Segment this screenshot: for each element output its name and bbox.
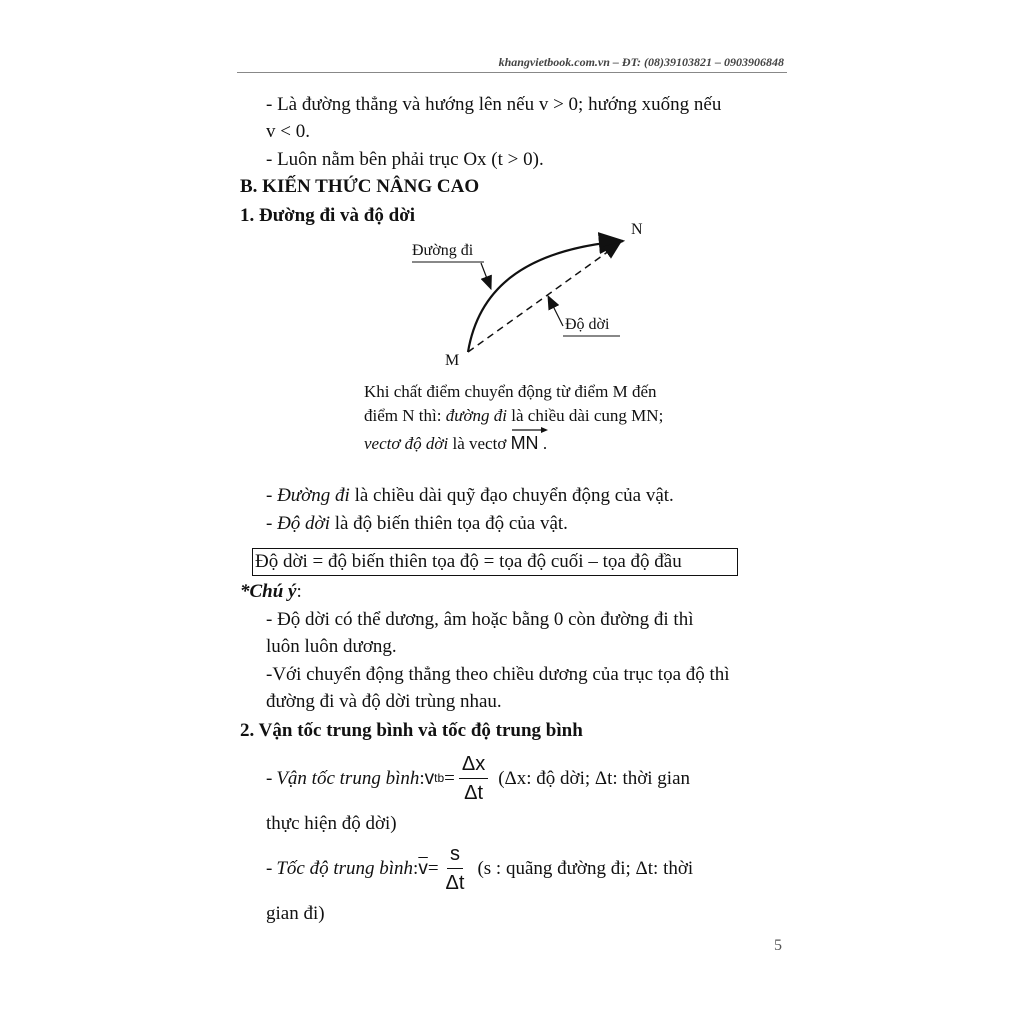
note-item-2-cont: đường đi và độ dời trùng nhau.	[266, 691, 502, 712]
vector-arrow-icon	[511, 426, 549, 434]
velocity-fraction: $\frac{\Delta x}{\Delta t}$	[459, 752, 488, 805]
avg-speed-formula: - Tốc độ trung bình : $\overline{v}$ = $\frac{s}{\Delta t}$ (s : quãng đường đi; Δt: thời	[266, 842, 694, 894]
page-header-text: khangvietbook.com.vn – ĐT: (08)39103821 – 0903906848	[498, 55, 784, 69]
displacement-formula-box: Độ dời = độ biến thiên tọa độ = tọa độ cuối – tọa độ đầu	[252, 548, 738, 576]
note-item-2: -Với chuyển động thẳng theo chiều dương của trục tọa độ thì	[266, 664, 730, 685]
avg-velocity-formula: - Vận tốc trung bình : v tb = $\frac{\Delta x}{\Delta t}$ (Δx: độ dời; Δt: thời gian	[266, 752, 691, 804]
note-item-1-cont: luôn luôn dương.	[266, 636, 397, 657]
note-item-1: - Độ dời có thể dương, âm hoặc bằng 0 còn đường đi thì	[266, 609, 694, 630]
figure-caption-line-2: điểm N thì: đường đi là chiều dài cung MN;	[364, 406, 664, 425]
subsection-2-title: 2. Vận tốc trung bình và tốc độ trung bình	[240, 720, 583, 741]
intro-item-1: - Là đường thẳng và hướng lên nếu v > 0; hướng xuống nếu	[266, 94, 722, 115]
section-b-title: B. KIẾN THỨC NÂNG CAO	[240, 176, 480, 197]
definition-path: - Đường đi là chiều dài quỹ đạo chuyển động của vật.	[266, 485, 674, 506]
displacement-label: Độ dời	[565, 316, 610, 333]
page-number: 5	[774, 937, 782, 954]
path-label-pointer	[481, 263, 491, 289]
figure-caption-line-3: vectơ độ dời là vectơ MN .	[364, 428, 547, 457]
avg-speed-explain-cont: gian đi)	[266, 903, 325, 924]
subsection-1-title: 1. Đường đi và độ dời	[240, 205, 415, 226]
caption-vector-term: vectơ độ dời	[364, 434, 449, 453]
definition-displacement: - Độ dời là độ biến thiên tọa độ của vật.	[266, 513, 568, 534]
avg-velocity-explain-cont: thực hiện độ dời)	[266, 813, 397, 834]
point-m-label: M	[445, 352, 460, 369]
caption-path-term: đường đi	[445, 406, 508, 425]
intro-item-2: - Luôn nằm bên phải trục Ox (t > 0).	[266, 149, 544, 170]
vector-mn: MN	[511, 428, 539, 456]
figure-caption-line-1: Khi chất điểm chuyển động từ điểm M đến	[364, 382, 657, 401]
note-label: *Chú ý:	[240, 581, 302, 602]
displacement-label-pointer	[548, 296, 563, 326]
path-label: Đường đi	[412, 242, 474, 259]
speed-fraction: $\frac{s}{\Delta t}$	[445, 842, 465, 894]
point-n-label: N	[631, 221, 643, 238]
intro-item-1-cont: v < 0.	[266, 121, 310, 142]
